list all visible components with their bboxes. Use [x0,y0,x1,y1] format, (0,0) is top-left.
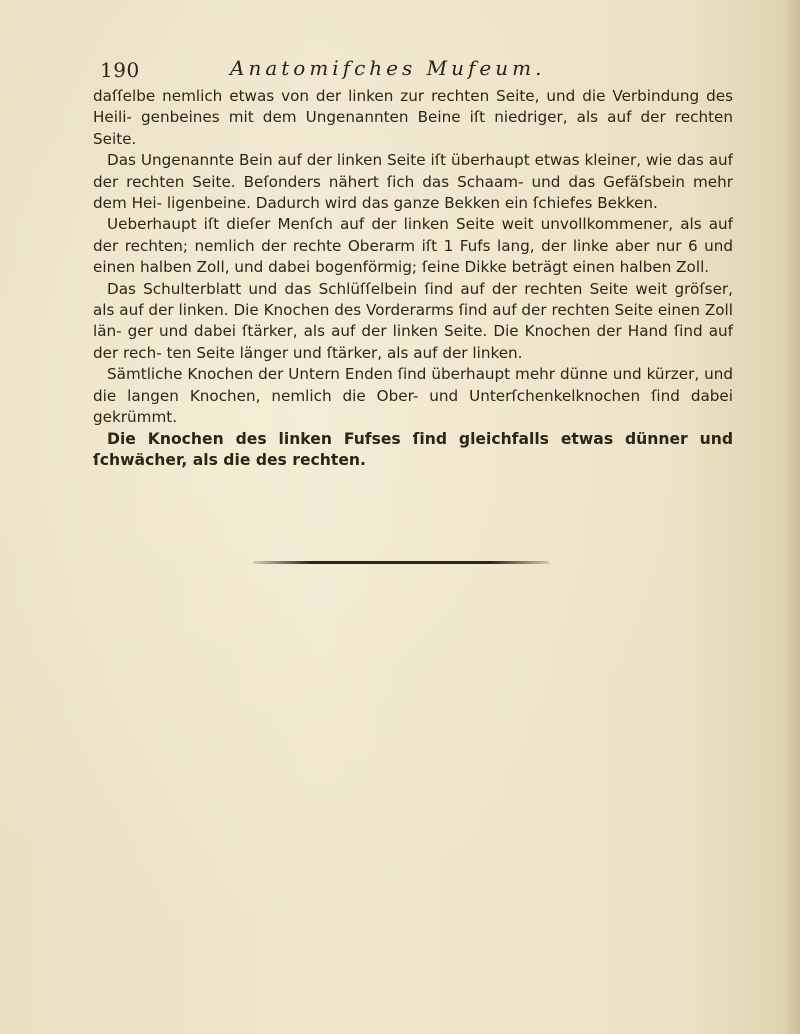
paragraph: Das Schulterblatt und das Schlüſſelbein ſind auf der rechten Seite weit gröſser, als auf der linken. Die Knochen des Vorderarms ſind auf der rechten Seite einen Zoll län- ger und dabei ſtärker, als auf der linken Seite. Die Knochen der Hand ſind auf der rech- ten Seite länger und ſtärker, als auf der linken. [93,279,733,362]
paragraph: Ueberhaupt iſt dieſer Menſch auf der linken Seite weit unvollkommener, als auf der rechten; nemlich der rechte Oberarm iſt 1 Fufs lang, der linke aber nur 6 und einen halben Zoll, und dabei bogenförmig; ſeine Dikke beträgt einen halben Zoll. [93,215,733,277]
page-number: 190 [100,58,140,82]
paragraph: Die Knochen des linken Fufses ſind gleichfalls etwas dünner und ſchwächer, als die des rechten. [93,429,733,469]
body-text [93,86,733,471]
closing-rule [253,561,549,564]
page-edge-shadow [782,0,800,1034]
paragraph: daſſelbe nemlich etwas von der linken zur rechten Seite, und die Verbindung des Heili- genbeines mit dem Ungenannten Beine iſt niedriger, als auf der rechten Seite. [93,87,733,148]
running-head: Anatomifches Mufeum. [230,56,546,80]
paragraph: Sämtliche Knochen der Untern Enden ſind überhaupt mehr dünne und kürzer, und die langen Knochen, nemlich die Ober- und Unterſchenkelknochen ſind dabei gekrümmt. [93,365,733,427]
paragraph: Das Ungenannte Bein auf der linken Seite iſt überhaupt etwas kleiner, wie das auf der rechten Seite. Beſonders nähert ſich das Schaam- und das Gefäſsbein mehr dem Hei- ligenbeine. Dadurch wird das ganze Bekken ein ſchiefes Bekken. [93,151,733,213]
